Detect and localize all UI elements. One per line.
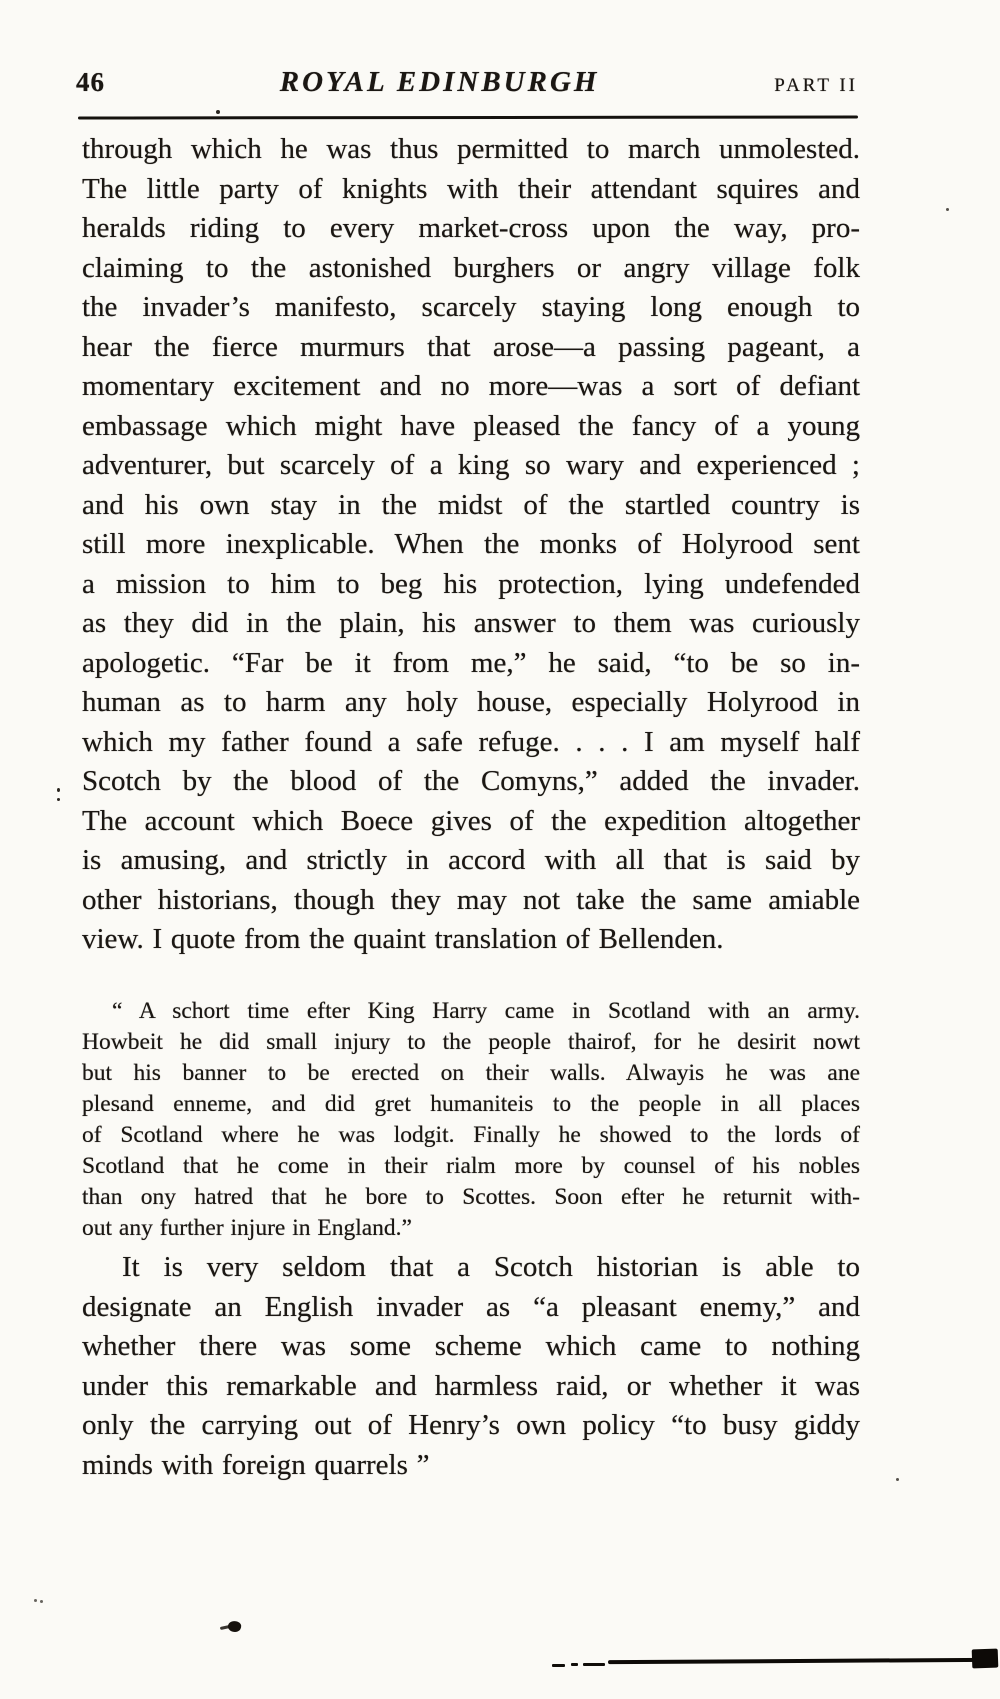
text-line: hear the fierce murmurs that arose—a passing pageant, a: [82, 330, 860, 363]
text-line: heralds riding to every market-cross upon the way, pro-: [82, 212, 860, 244]
text-line: but his banner to be erected on their walls. Alwayis he was ane: [82, 1060, 860, 1086]
text-line: is amusing, and strictly in accord with all that is said by: [82, 844, 860, 876]
text-line: designate an English invader as “a pleasant enemy,” and: [82, 1290, 860, 1323]
text-line: embassage which might have pleased the fancy of a young: [82, 409, 860, 442]
text-line: of Scotland where he was lodgit. Finally he showed to the lords of: [82, 1122, 860, 1148]
running-head: [76, 66, 858, 99]
text-line: minds with foreign quarrels ”: [82, 1448, 430, 1481]
scan-line-dash: [571, 1663, 578, 1666]
text-line: It is very seldom that a Scotch historian is able to: [122, 1251, 860, 1283]
text-line: “ A schort time efter King Harry came in Scotland with an army.: [112, 998, 860, 1024]
text-line: than ony hatred that he bore to Scottes. Soon efter he returnit with-: [82, 1184, 860, 1210]
text-line: Howbeit he did small injury to the people thairof, for he desirit nowt: [82, 1029, 860, 1055]
header-rule: [78, 115, 858, 119]
text-line: only the carrying out of Henry’s own policy “to busy giddy: [82, 1409, 860, 1441]
text-line: as they did in the plain, his answer to them was curiously: [82, 607, 860, 639]
text-line: whether there was some scheme which came to nothing: [82, 1330, 860, 1362]
scan-line-dash: [583, 1663, 605, 1666]
page-number: 46: [76, 67, 105, 97]
text-line: view. I quote from the quaint translation of Bellenden.: [82, 923, 724, 955]
scan-line-dash: [552, 1664, 565, 1667]
text-line: a mission to him to beg his protection, lying undefended: [82, 567, 860, 600]
scan-speck: [40, 1600, 43, 1603]
scan-speck: [216, 110, 220, 114]
text-line: apologetic. “Far be it from me,” he said, “to be so in-: [82, 646, 860, 679]
scan-line-bottom: [608, 1658, 986, 1664]
text-line: under this remarkable and harmless raid, or whether it was: [82, 1369, 860, 1402]
text-line: claiming to the astonished burghers or angry village folk: [82, 251, 860, 284]
text-line: adventurer, but scarcely of a king so wary and experienced ;: [82, 449, 860, 481]
text-line: human as to harm any holy house, especially Holyrood in: [82, 686, 860, 718]
text-line: the invader’s manifesto, scarcely staying long enough to: [82, 291, 860, 323]
paragraph-closing: [82, 1248, 860, 1485]
text-line: which my father found a safe refuge. . . . I am myself half: [82, 725, 860, 758]
running-title: ROYAL EDINBURGH: [279, 66, 600, 98]
scan-speck: [57, 798, 60, 801]
paragraph-continuation: [82, 130, 860, 960]
text-line: other historians, though they may not take the same amiable: [82, 883, 860, 916]
scan-speck: [896, 1478, 899, 1481]
part-label: PART II: [774, 75, 858, 96]
text-line: through which he was thus permitted to march unmolested.: [82, 133, 860, 165]
scan-speck: [57, 788, 60, 792]
text-line: momentary excitement and no more—was a sort of defiant: [82, 370, 860, 402]
text-line: plesand enneme, and did gret humaniteis to the people in all places: [82, 1091, 860, 1117]
text-line: still more inexplicable. When the monks of Holyrood sent: [82, 528, 860, 560]
text-line: and his own stay in the midst of the startled country is: [82, 488, 860, 521]
text-line: Scotland that he come in their rialm more by counsel of his nobles: [82, 1153, 860, 1179]
scan-speck: [34, 1599, 37, 1602]
scan-blob: [972, 1649, 999, 1669]
text-line: The account which Boece gives of the expedition altogether: [82, 804, 860, 837]
text-line: The little party of knights with their attendant squires and: [82, 172, 860, 205]
block-quote-bellenden: [82, 996, 860, 1244]
text-line: out any further injure in England.”: [82, 1215, 412, 1241]
text-line: Scotch by the blood of the Comyns,” added the invader.: [82, 765, 860, 797]
scan-speck: [946, 208, 949, 211]
